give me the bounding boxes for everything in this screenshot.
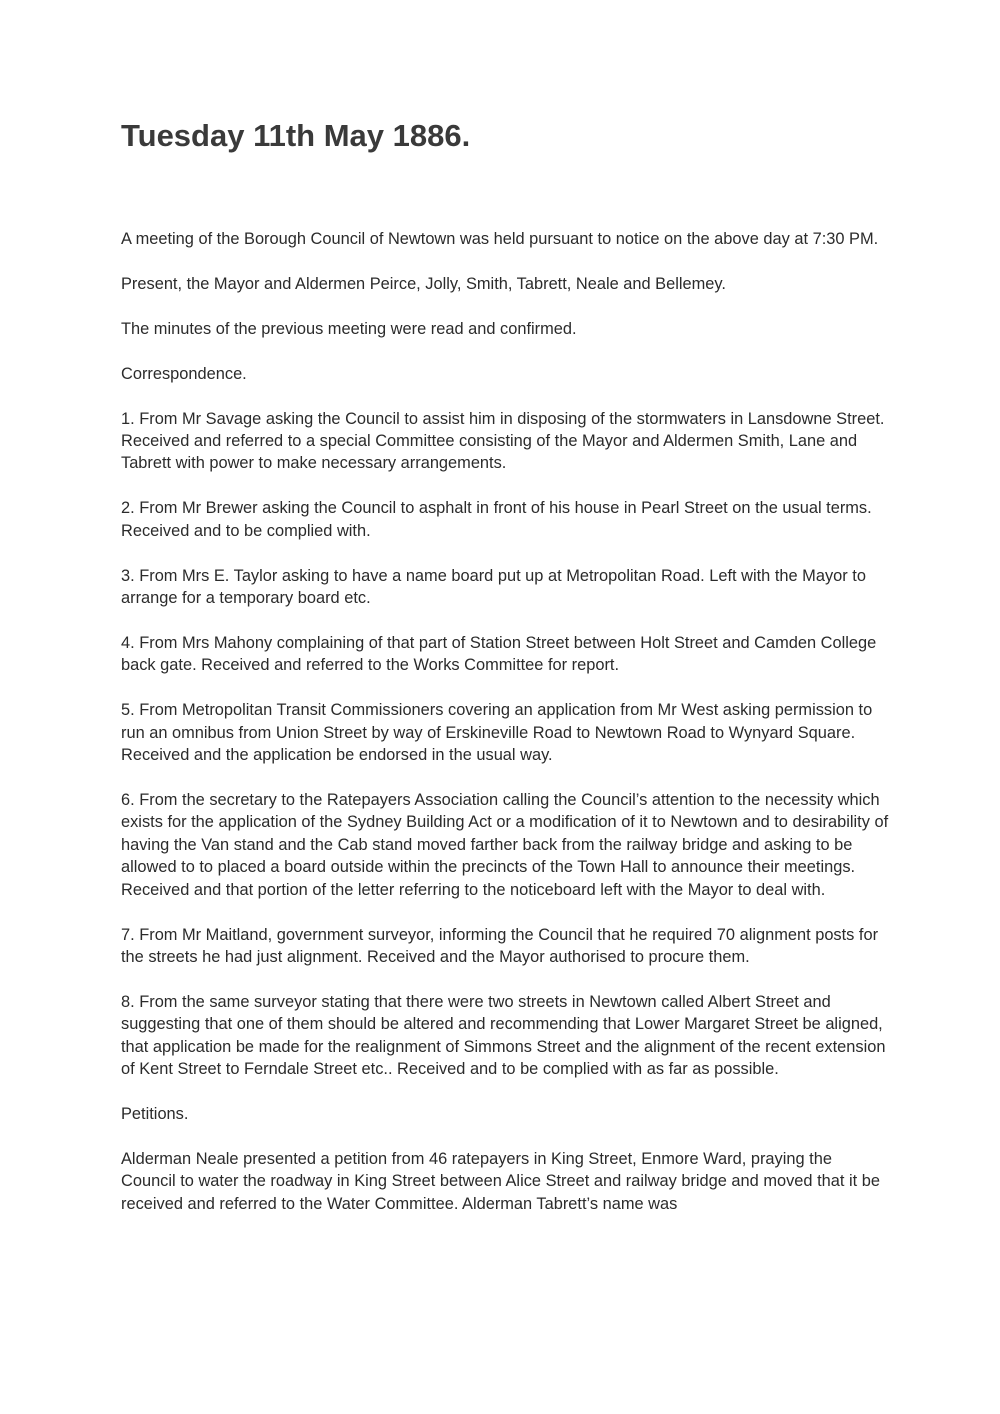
correspondence-item-2: 2. From Mr Brewer asking the Council to asphalt in front of his house in Pearl Street on the usual terms. Received and to be complied with. <box>121 499 872 540</box>
paragraph-meeting-notice: A meeting of the Borough Council of Newtown was held pursuant to notice on the above day at 7:30 PM. <box>121 230 879 248</box>
correspondence-item-8: 8. From the same surveyor stating that there were two streets in Newtown called Albert Street and suggesting that one of them should be altered and recommending that Lower Margaret Street be aligned, that application be made for the realignment of Simmons Street and the alignment of the recent extension of Kent Street to Ferndale Street etc.. Received and to be complied with as far as possible. <box>121 992 886 1079</box>
page-title: Tuesday 11th May 1886. <box>121 118 471 153</box>
correspondence-item-4: 4. From Mrs Mahony complaining of that part of Station Street between Holt Street and Camden College back gate. Received and referred to the Works Committee for report. <box>121 633 877 675</box>
correspondence-item-5: 5. From Metropolitan Transit Commissioners covering an application from Mr West asking permission to run an omnibus from Union Street by way of Erskineville Road to Newtown Road to Wynyard Square. Received and the application be endorsed in the usual way. <box>121 701 873 765</box>
petition-paragraph: Alderman Neale presented a petition from 46 ratepayers in King Street, Enmore Ward, praying the Council to water the roadway in King Street between Alice Street and railway bridge and moved that it be received and referred to the Water Committee. Alderman Tabrett’s name was <box>121 1149 880 1213</box>
paragraph-present: Present, the Mayor and Aldermen Peirce, Jolly, Smith, Tabrett, Neale and Bellemey. <box>121 274 726 293</box>
correspondence-item-3: 3. From Mrs E. Taylor asking to have a name board put up at Metropolitan Road. Left with the Mayor to arrange for a temporary board etc. <box>121 566 866 608</box>
document-body <box>121 228 891 1238</box>
paragraph-minutes: The minutes of the previous meeting were read and confirmed. <box>121 319 577 338</box>
correspondence-item-1: 1. From Mr Savage asking the Council to assist him in disposing of the stormwaters in Lansdowne Street. Received and referred to a special Committee consisting of the Mayor and Aldermen Smith, Lane and Tabrett with power to make necessary arrangements. <box>121 409 885 473</box>
section-heading-correspondence: Correspondence. <box>121 364 247 383</box>
correspondence-item-6: 6. From the secretary to the Ratepayers Association calling the Council’s attention to the necessity which exists for the application of the Sydney Building Act or a modification of it to Newtown and to desirability of having the Van stand and the Cab stand moved farther back from the railway bridge and asking to be allowed to to placed a board outside within the precincts of the Town Hall to announce their meetings. Received and that portion of the letter referring to the noticeboard left with the Mayor to deal with. <box>121 791 889 899</box>
section-heading-petitions: Petitions. <box>121 1104 189 1123</box>
correspondence-item-7: 7. From Mr Maitland, government surveyor, informing the Council that he required 70 alignment posts for the streets he had just alignment. Received and the Mayor authorised to procure them. <box>121 925 879 966</box>
